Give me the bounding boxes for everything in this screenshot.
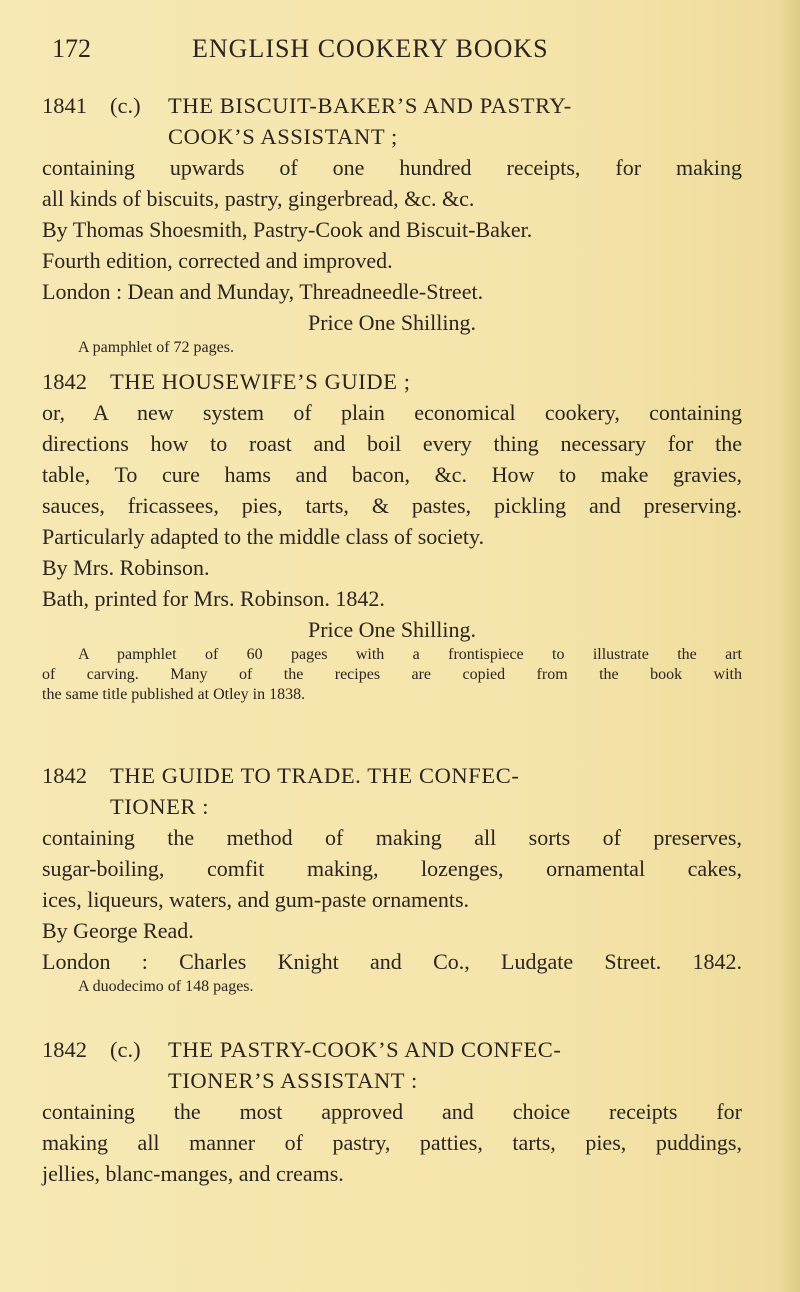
bibliography-entry bbox=[42, 760, 742, 997]
entry-heading bbox=[42, 90, 742, 121]
entry-body-line: jellies, blanc-manges, and creams. bbox=[42, 1161, 344, 1186]
entry-title: THE HOUSEWIFE’S GUIDE ; bbox=[110, 369, 411, 394]
entry-body-line: containing the method of making all sorts of preserves, bbox=[42, 825, 742, 850]
entry-circa: (c.) bbox=[110, 1037, 141, 1062]
entry-body-line: London : Dean and Munday, Threadneedle-Street. bbox=[42, 279, 484, 304]
entry-body-line: containing the most approved and choice receipts for bbox=[42, 1099, 742, 1124]
entry-title-continued: TIONER : bbox=[110, 794, 210, 819]
entry-note: of carving. Many of the recipes are copied from the book with bbox=[42, 666, 742, 683]
entry-year: 1842 bbox=[42, 1037, 87, 1062]
entry-body-line: By Thomas Shoesmith, Pastry-Cook and Biscuit-Baker. bbox=[42, 217, 533, 242]
entry-year: 1842 bbox=[42, 763, 87, 788]
entry-title-continued: COOK’S ASSISTANT ; bbox=[168, 124, 398, 149]
entry-body-line: Fourth edition, corrected and improved. bbox=[42, 248, 393, 273]
entry-body-line: containing upwards of one hundred receipts, for making bbox=[42, 155, 742, 180]
entry-title: THE BISCUIT-BAKER’S AND PASTRY- bbox=[168, 93, 572, 118]
entry-note: the same title published at Otley in 1838. bbox=[42, 686, 306, 703]
entry-price: Price One Shilling. bbox=[307, 310, 477, 335]
entry-heading bbox=[42, 760, 742, 791]
bibliography-entry bbox=[42, 1034, 742, 1189]
entry-body-line: sauces, fricassees, pies, tarts, & pastes, pickling and preserving. bbox=[42, 493, 742, 518]
entry-body-line: directions how to roast and boil every thing necessary for the bbox=[42, 431, 742, 456]
entry-body-line: By Mrs. Robinson. bbox=[42, 555, 210, 580]
entry-circa: (c.) bbox=[110, 93, 141, 118]
entry-title: THE PASTRY-COOK’S AND CONFEC- bbox=[168, 1037, 562, 1062]
entry-body-line: sugar-boiling, comfit making, lozenges, ornamental cakes, bbox=[42, 856, 742, 881]
entry-price: Price One Shilling. bbox=[307, 617, 477, 642]
entry-title: THE GUIDE TO TRADE. THE CONFEC- bbox=[110, 763, 520, 788]
page-number: 172 bbox=[52, 34, 91, 63]
entry-note: A pamphlet of 60 pages with a frontispiece to illustrate the art bbox=[78, 646, 742, 663]
bibliography-entry bbox=[42, 90, 742, 358]
page-header bbox=[42, 34, 742, 68]
entry-year: 1841 bbox=[42, 93, 87, 118]
entry-note: A duodecimo of 148 pages. bbox=[78, 978, 254, 995]
entry-body-line: London : Charles Knight and Co., Ludgate Street. 1842. bbox=[42, 949, 742, 974]
entry-body-line: Bath, printed for Mrs. Robinson. 1842. bbox=[42, 586, 385, 611]
entry-heading bbox=[42, 1034, 742, 1065]
running-title: ENGLISH COOKERY BOOKS bbox=[192, 34, 549, 63]
entry-heading bbox=[42, 366, 742, 397]
entry-body-line: making all manner of pastry, patties, tarts, pies, puddings, bbox=[42, 1130, 742, 1155]
entry-note: A pamphlet of 72 pages. bbox=[78, 339, 234, 356]
entry-body-line: Particularly adapted to the middle class of society. bbox=[42, 524, 485, 549]
entry-year: 1842 bbox=[42, 369, 87, 394]
entry-body-line: all kinds of biscuits, pastry, gingerbread, &c. &c. bbox=[42, 186, 475, 211]
entry-body-line: or, A new system of plain economical cookery, containing bbox=[42, 400, 742, 425]
entry-body-line: ices, liqueurs, waters, and gum-paste ornaments. bbox=[42, 887, 470, 912]
entry-title-continued: TIONER’S ASSISTANT : bbox=[168, 1068, 418, 1093]
bibliography-entry bbox=[42, 366, 742, 705]
entry-body-line: By George Read. bbox=[42, 918, 194, 943]
entry-body-line: table, To cure hams and bacon, &c. How to make gravies, bbox=[42, 462, 742, 487]
